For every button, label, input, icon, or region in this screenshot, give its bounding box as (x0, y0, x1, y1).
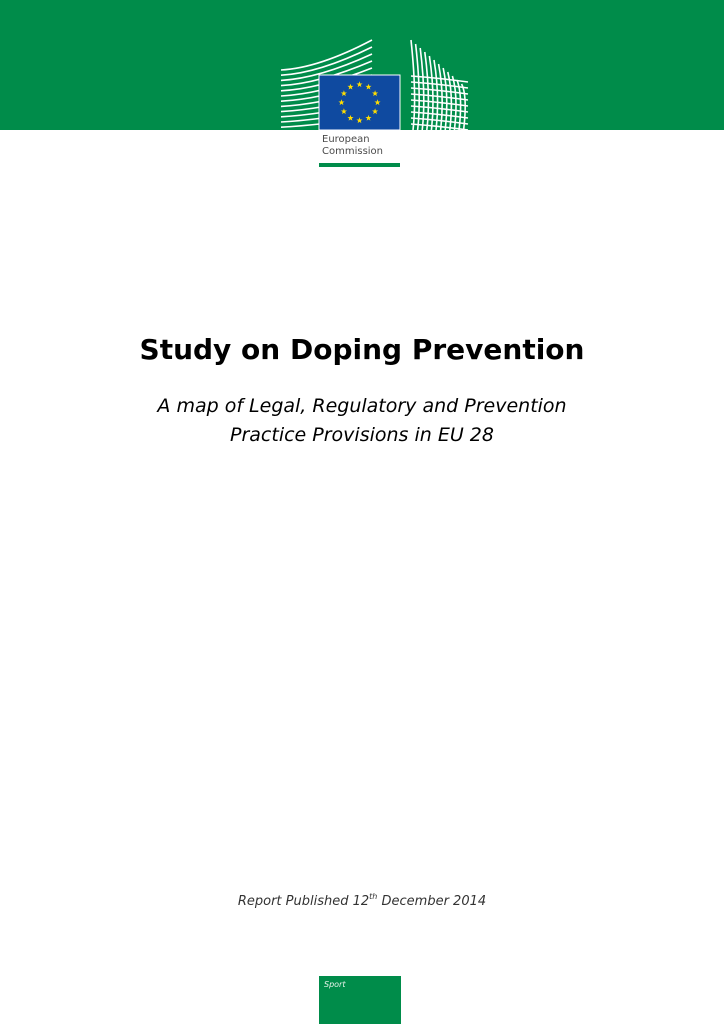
subtitle-line-2: Practice Provisions in EU 28 (230, 424, 494, 446)
document-subtitle (0, 392, 724, 450)
logo-wordmark (322, 134, 383, 158)
logo-line-european: European (322, 134, 370, 145)
publication-date (0, 893, 724, 911)
logo-line-commission: Commission (322, 146, 384, 157)
published-ordinal: th (369, 892, 378, 901)
document-title: Study on Doping Prevention (139, 333, 585, 366)
sport-tag-label: Sport (324, 980, 346, 989)
sport-tag-box (319, 976, 401, 1024)
subtitle-line-1: A map of Legal, Regulatory and Prevention (157, 395, 567, 417)
logo-underline (319, 163, 400, 167)
published-prefix: Report Published 12 (237, 894, 370, 909)
published-suffix: December 2014 (377, 894, 487, 909)
